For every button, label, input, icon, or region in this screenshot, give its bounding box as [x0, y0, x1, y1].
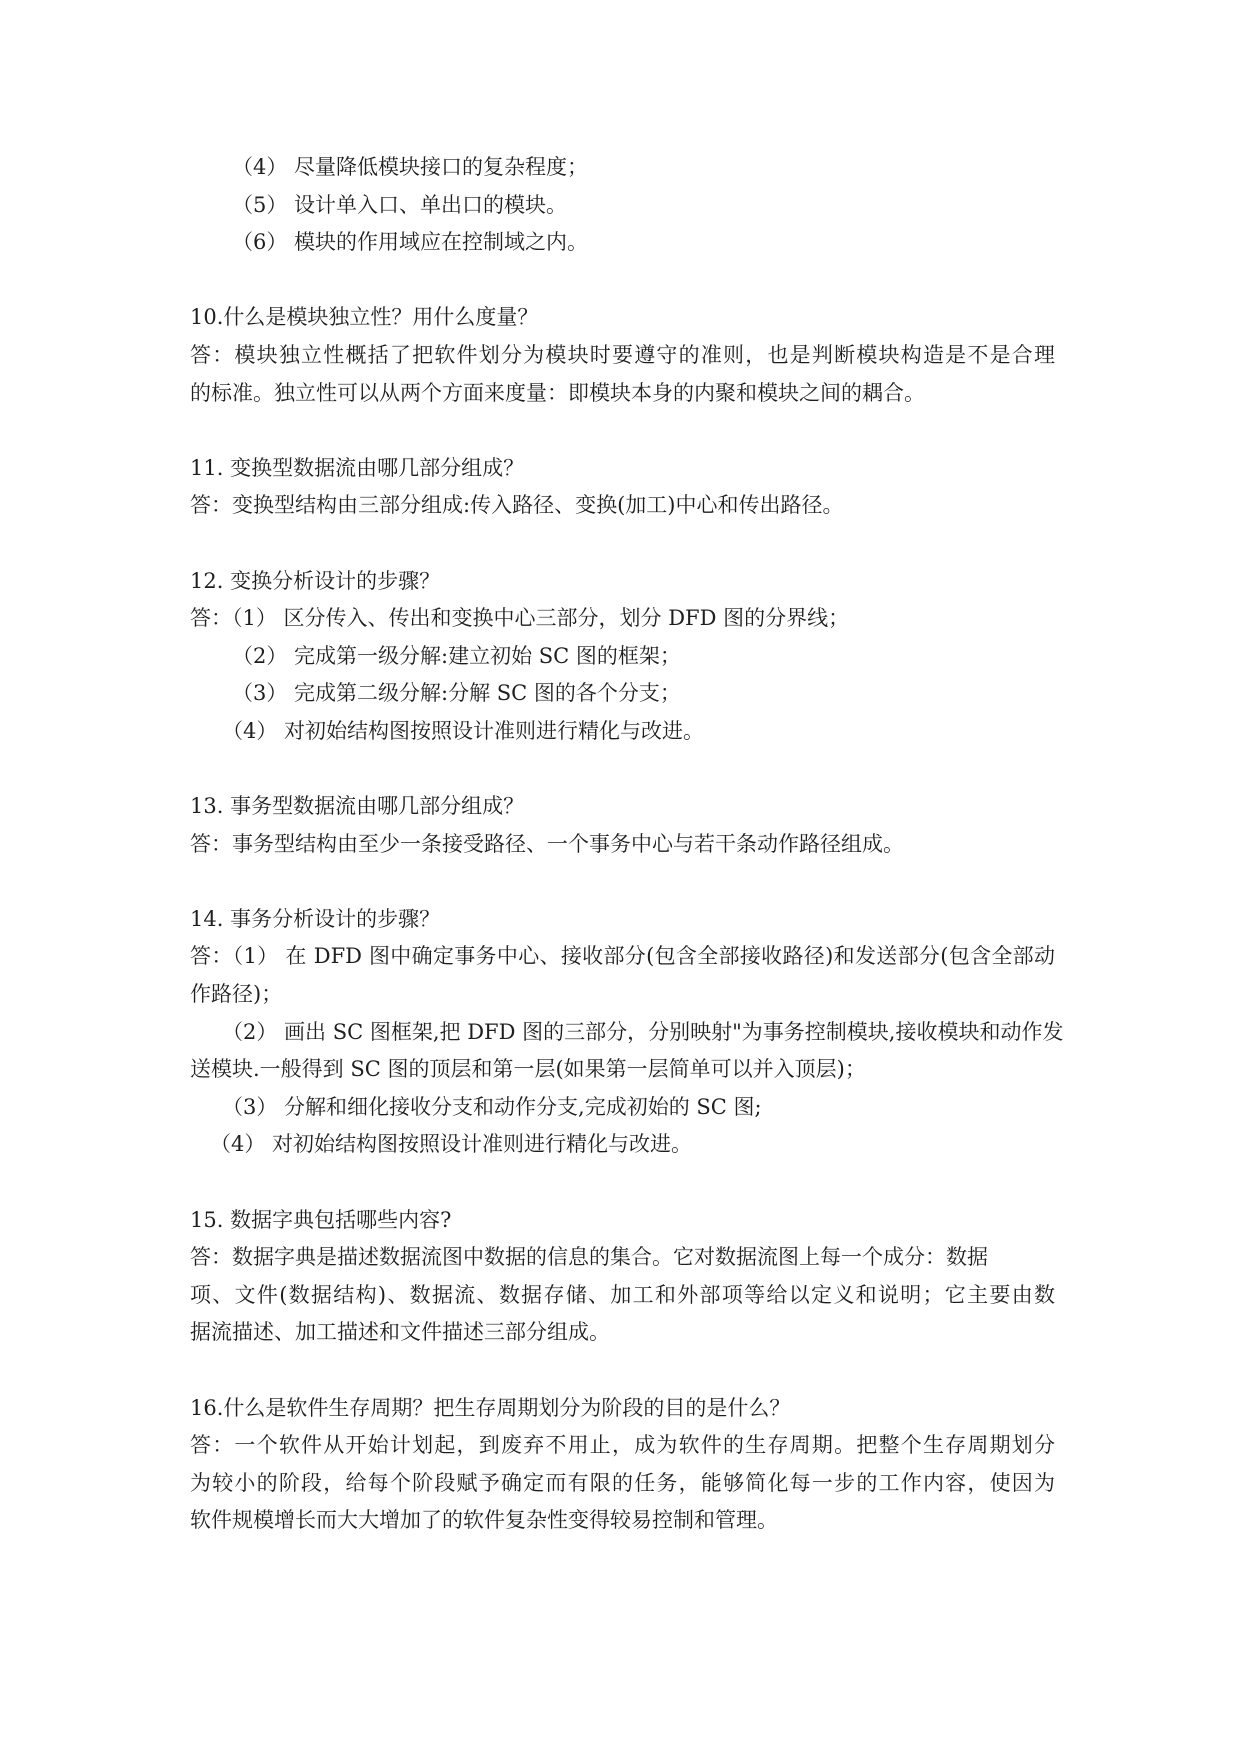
answer-line: 答：（1） 在 DFD 图中确定事务中心、接收部分(包含全部接收路径)和发送部分(包含全部动 [190, 944, 1055, 969]
section-question: 10.什么是模块独立性？用什么度量？ [190, 305, 539, 330]
section-question: 15. 数据字典包括哪些内容? [190, 1207, 452, 1232]
paragraph-gap [190, 1352, 1055, 1390]
paragraph-gap [190, 525, 1055, 563]
section-question: 11. 变换型数据流由哪几部分组成？ [190, 455, 525, 480]
section-question: 12. 变换分析设计的步骤？ [190, 568, 441, 593]
list-item: （4） 对初始结构图按照设计准则进行精化与改进。 [210, 1132, 693, 1157]
section-10 [190, 299, 1055, 412]
answer-line: 送模块.一般得到 SC 图的顶层和第一层(如果第一层简单可以并入顶层)； [190, 1057, 866, 1082]
list-item: （2） 完成第一级分解:建立初始 SC 图的框架； [232, 643, 681, 668]
section-question: 13. 事务型数据流由哪几部分组成？ [190, 794, 525, 819]
answer-line: 软件规模增长而大大增加了的软件复杂性变得较易控制和管理。 [190, 1508, 778, 1533]
section-15 [190, 1202, 1055, 1352]
paragraph-gap [190, 262, 1055, 300]
section-13 [190, 788, 1055, 863]
answer-line: 答：事务型结构由至少一条接受路径、一个事务中心与若干条动作路径组成。 [190, 831, 904, 856]
paragraph-gap [190, 863, 1055, 901]
answer-line: 作路径)； [190, 982, 283, 1007]
section-question: 16.什么是软件生存周期？把生存周期划分为阶段的目的是什么？ [190, 1395, 791, 1420]
answer-line: 答：一个软件从开始计划起，到废弃不用止，成为软件的生存周期。把整个生存周期划分 [190, 1433, 1055, 1458]
section-12 [190, 563, 1055, 751]
answer-line: 答：变换型结构由三部分组成:传入路径、变换(加工)中心和传出路径。 [190, 493, 844, 518]
paragraph-gap [190, 412, 1055, 450]
paragraph-gap [190, 1164, 1055, 1202]
section-question: 14. 事务分析设计的步骤？ [190, 906, 441, 931]
document-body [190, 149, 1064, 1540]
list-item: （3） 完成第二级分解:分解 SC 图的各个分支； [232, 681, 681, 706]
answer-line: 项、文件(数据结构)、数据流、数据存储、加工和外部项等给以定义和说明；它主要由数 [190, 1282, 1055, 1307]
answer-line: 答：数据字典是描述数据流图中数据的信息的集合。它对数据流图上每一个成分：数据 [190, 1245, 988, 1270]
answer-line: 答：模块独立性概括了把软件划分为模块时要遵守的准则，也是判断模块构造是不是合理 [190, 342, 1055, 367]
paragraph-gap [190, 751, 1055, 789]
section-11 [190, 450, 1055, 525]
list-item: （6） 模块的作用域应在控制域之内。 [232, 230, 589, 255]
section-14 [190, 901, 1064, 1164]
list-item: （2） 画出 SC 图框架,把 DFD 图的三部分，分别映射"为事务控制模块,接收模块和动作发 [222, 1019, 1064, 1044]
answer-line: 为较小的阶段，给每个阶段赋予确定而有限的任务，能够简化每一步的工作内容，使因为 [190, 1470, 1055, 1495]
intro-list [190, 149, 1055, 262]
list-item: （5） 设计单入口、单出口的模块。 [232, 192, 568, 217]
section-16 [190, 1390, 1055, 1540]
answer-line: 据流描述、加工描述和文件描述三部分组成。 [190, 1320, 610, 1345]
answer-line: 的标准。独立性可以从两个方面来度量：即模块本身的内聚和模块之间的耦合。 [190, 380, 925, 405]
answer-line: 答：（1） 区分传入、传出和变换中心三部分，划分 DFD 图的分界线； [190, 606, 850, 631]
list-item: （4） 尽量降低模块接口的复杂程度； [232, 155, 589, 179]
list-item: （3） 分解和细化接收分支和动作分支,完成初始的 SC 图; [222, 1094, 762, 1119]
list-item: （4） 对初始结构图按照设计准则进行精化与改进。 [222, 718, 705, 743]
